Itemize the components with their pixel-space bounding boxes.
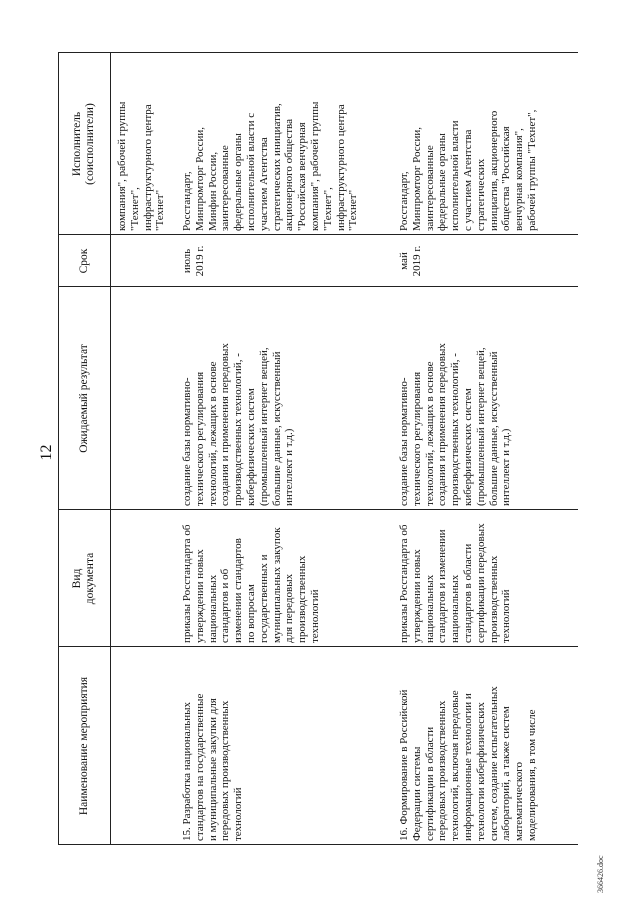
row-15-result: создание базы нормативно- технического регулирования технологий, лежащих в основе создания и применения передовых производственных технологий, - киберфизических систем (промышленный интернет вещей, большие данные, искусственный интеллект и т.д.) bbox=[181, 343, 296, 506]
row-15-executor: Росстандарт, Минпромторг России, Минфин России, заинтересованные федеральные органы исполнительной власти с участием Агентства стратегических инициатив, акционерного общества "Российская венчурная компания", рабочей группы "Технет", инфраструктурного центра "Технет" bbox=[181, 101, 360, 231]
column-divider bbox=[58, 509, 578, 510]
row-16-name: 16. Формирование в Российской Федерации системы сертификации в области передовых производственных технологий, включая передовые информационные технологии и технологии киберфизических систем, создание испытательных лабораторий, а также систем математического моделирования, в том числе bbox=[398, 686, 538, 841]
row-16-term: май 2019 г. bbox=[398, 245, 423, 277]
continuation-executor: компания", рабочей группы "Технет", инфраструктурного центра "Технет" bbox=[116, 101, 167, 231]
row-16-executor: Росстандарт, Минпромторг России, заинтересованные федеральные органы исполнительной власти с участием Агентства стратегических инициатив, акционерного общества "Российская венчурная компания", рабочей группы "Технет", bbox=[398, 109, 538, 231]
row-16-doc-type: приказы Росстандарта об утверждении новых национальных стандартов и изменении национальных стандартов в области сертификации передовых производственных технологий bbox=[398, 523, 513, 643]
row-16-result: создание базы нормативно- технического регулирования технологий, лежащих в основе создания и применения передовых производственных технологий, - киберфизических систем (промышленный интернет вещей, большие данные, искусственный интеллект и т.д.) bbox=[398, 343, 513, 506]
header-divider bbox=[110, 53, 111, 845]
header-name: Наименование мероприятия bbox=[77, 676, 90, 816]
header-result: Ожидаемый результат bbox=[77, 344, 90, 453]
header-term: Срок bbox=[77, 248, 90, 274]
row-15-name: 15. Разработка национальных стандартов на государственные и муниципальные закупки для передовых производственных технологий bbox=[181, 693, 245, 841]
row-15-doc-type: приказы Росстандарта об утверждении новых национальных стандартов и об изменении стандартов по вопросам государственных и муниципальных закупок для передовых производственных технологий bbox=[181, 524, 321, 643]
column-divider bbox=[58, 234, 578, 235]
header-executor: Исполнитель (соисполнители) bbox=[71, 103, 96, 185]
row-15-term: июль 2019 г. bbox=[181, 245, 206, 277]
table-border-right bbox=[58, 52, 578, 53]
column-divider bbox=[58, 646, 578, 647]
header-doc-type: Вид документа bbox=[71, 552, 96, 605]
footer-filename: 366426.doc bbox=[596, 855, 605, 893]
page-number: 12 bbox=[38, 444, 55, 461]
column-divider bbox=[58, 286, 578, 287]
table-border-left bbox=[58, 844, 578, 845]
